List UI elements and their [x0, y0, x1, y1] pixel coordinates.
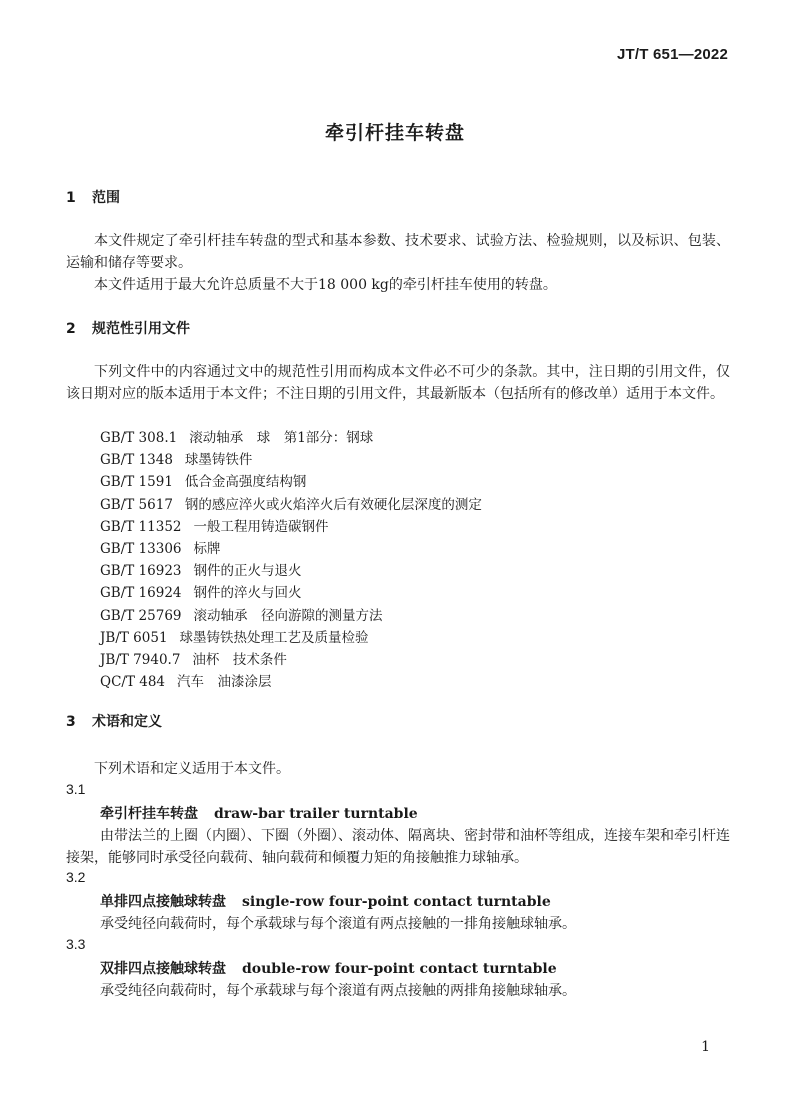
section-title: 规范性引用文件 — [92, 321, 190, 337]
section-heading-scope — [66, 187, 120, 207]
reference-title: 标牌 — [193, 540, 221, 557]
term-definition: 承受纯径向载荷时，每个承载球与每个滚道有两点接触的两排角接触球轴承。 — [100, 983, 576, 999]
section-title: 范围 — [92, 190, 120, 206]
reference-title: 滚动轴承 球 第1部分：钢球 — [189, 430, 374, 446]
reference-title: 滚动轴承 径向游隙的测量方法 — [193, 607, 383, 624]
section-title: 术语和定义 — [92, 714, 162, 730]
document-title: 牵引杆挂车转盘 — [324, 122, 465, 144]
reference-item — [100, 449, 482, 471]
reference-title: 油杯 技术条件 — [192, 651, 287, 668]
reference-code: JB/T 6051 — [100, 629, 168, 646]
reference-code: GB/T 1348 — [100, 452, 173, 469]
reference-title: 钢件的正火与退火 — [193, 563, 302, 580]
term-name-zh: 牵引杆挂车转盘 — [100, 806, 198, 822]
scope-paragraph-1: 本文件规定了牵引杆挂车转盘的型式和基本参数、技术要求、试验方法、检验规则，以及标识、包装、运输和储存等要求。 — [66, 233, 730, 271]
reference-item — [100, 427, 482, 449]
reference-title: 低合金高强度结构钢 — [184, 474, 307, 491]
terms-intro: 下列术语和定义适用于本文件。 — [94, 761, 290, 777]
section-number: 2 — [66, 321, 76, 337]
reference-item — [100, 494, 482, 516]
section-number: 3 — [66, 714, 76, 730]
term-definition: 由带法兰的上圈（内圈）、下圈（外圈）、滚动体、隔离块、密封带和油杯等组成，连接车架和牵引杆连接架，能够同时承受径向载荷、轴向载荷和倾覆力矩的角接触推力球轴承。 — [66, 828, 730, 866]
reference-title: 球墨铸铁热处理工艺及质量检验 — [179, 629, 369, 646]
reference-title: 钢的感应淬火或火焰淬火后有效硬化层深度的测定 — [184, 496, 482, 513]
section-heading-terms — [66, 711, 162, 731]
term-number: 3.1 — [66, 781, 86, 797]
scope-paragraph-2: 本文件适用于最大允许总质量不大于18 000 kg的牵引杆挂车使用的转盘。 — [94, 277, 557, 293]
reference-title: 钢件的淬火与回火 — [193, 585, 302, 602]
section-heading-normative-refs — [66, 318, 190, 338]
section-number: 1 — [66, 190, 76, 206]
normative-refs-intro: 下列文件中的内容通过文中的规范性引用而构成本文件必不可少的条款。其中，注日期的引用文件，仅该日期对应的版本适用于本文件；不注日期的引用文件，其最新版本（包括所有的修改单）适用于本文件。 — [66, 364, 730, 402]
term-name — [100, 891, 551, 911]
term-name-zh: 双排四点接触球转盘 — [100, 961, 226, 977]
reference-item — [100, 560, 482, 582]
reference-item — [100, 471, 482, 493]
reference-code: GB/T 11352 — [100, 518, 182, 535]
reference-code: JB/T 7940.7 — [100, 651, 181, 668]
page-number: 1 — [701, 1039, 710, 1055]
term-number: 3.3 — [66, 936, 86, 952]
reference-item — [100, 605, 482, 627]
reference-code: GB/T 16924 — [100, 585, 182, 602]
term-name-en: draw-bar trailer turntable — [214, 806, 418, 822]
reference-title: 球墨铸铁件 — [184, 452, 253, 469]
reference-title: 汽车 油漆涂层 — [177, 674, 272, 691]
reference-code: GB/T 5617 — [100, 496, 173, 513]
reference-code: GB/T 308.1 — [100, 430, 178, 446]
reference-code: GB/T 25769 — [100, 607, 182, 624]
reference-item — [100, 671, 482, 693]
reference-item — [100, 649, 482, 671]
reference-item — [100, 627, 482, 649]
term-name-en: double-row four-point contact turntable — [242, 961, 557, 977]
reference-title: 一般工程用铸造碳钢件 — [193, 518, 329, 535]
term-name — [100, 803, 418, 823]
reference-code: GB/T 13306 — [100, 540, 182, 557]
term-number: 3.2 — [66, 869, 86, 885]
term-name-zh: 单排四点接触球转盘 — [100, 894, 226, 910]
reference-item — [100, 582, 482, 604]
term-name — [100, 958, 557, 978]
reference-item — [100, 538, 482, 560]
reference-code: GB/T 1591 — [100, 474, 173, 491]
standard-code: JT/T 651—2022 — [617, 46, 728, 63]
reference-code: QC/T 484 — [100, 674, 166, 691]
term-definition: 承受纯径向载荷时，每个承载球与每个滚道有两点接触的一排角接触球轴承。 — [100, 916, 576, 932]
reference-list — [100, 427, 482, 693]
reference-code: GB/T 16923 — [100, 563, 182, 580]
reference-item — [100, 516, 482, 538]
term-name-en: single-row four-point contact turntable — [242, 894, 551, 910]
